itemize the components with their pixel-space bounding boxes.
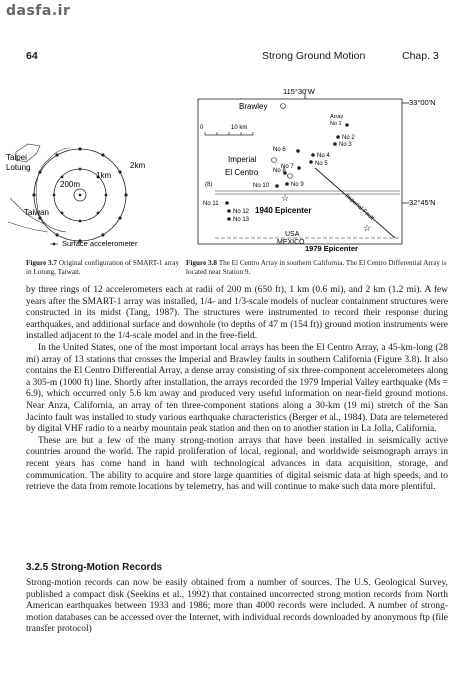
label-fault: Imperial Fault bbox=[343, 193, 375, 222]
accelerometer-points bbox=[32, 147, 127, 242]
label-no1: No 1 bbox=[330, 121, 342, 127]
watermark-logo: dasfa.ir bbox=[6, 3, 71, 19]
body-text-lower bbox=[26, 578, 448, 636]
body-text-upper bbox=[26, 285, 448, 494]
svg-text:No 11: No 11 bbox=[203, 201, 219, 207]
scale-zero: 0 bbox=[200, 125, 204, 131]
section-heading: 3.2.5 Strong-Motion Records bbox=[26, 562, 163, 573]
label-usa: USA bbox=[285, 231, 300, 238]
svg-text:No 9: No 9 bbox=[291, 182, 304, 188]
longitude-label: 115°30'W bbox=[283, 88, 315, 96]
svg-text:No 6: No 6 bbox=[273, 147, 286, 153]
label-lotung: Lotung bbox=[6, 163, 31, 172]
legend-label: Surface accelerometer bbox=[62, 239, 138, 248]
latitude-bottom: 32°45'N bbox=[409, 198, 436, 207]
svg-text:No 2: No 2 bbox=[342, 135, 355, 141]
label-mexico: MEXICO bbox=[277, 239, 305, 246]
label-el-centro: El Centro bbox=[225, 168, 259, 177]
label-brawley: Brawley bbox=[239, 102, 268, 111]
paragraph-1: by three rings of 12 accelerometers each at radii of 200 m (650 ft), 1 km (0.6 mi), and 2 km (1.2 mi). A few years after the SMART-1 array was installed, 1/4- and 1/3-scale models of nuclear containment structures were constructed in its midst (Tang, 1987). The structures were instrumented to record their response during earthquakes, and additional surface and downhole (to depths of 47 m (154 ft)) ground motion instruments were installed adjacent to the 1/4-scale model and in the free-field. bbox=[26, 285, 448, 342]
star-icon: ☆ bbox=[281, 193, 290, 203]
label-1km: 1km bbox=[96, 171, 112, 180]
svg-text:No 8: No 8 bbox=[273, 168, 286, 174]
label-array: Array bbox=[330, 114, 344, 120]
svg-text:No 12: No 12 bbox=[233, 209, 250, 215]
paragraph-2: In the United States, one of the most important local arrays has been the El Centro Array, a 45-km-long (28 mi) array of 13 stations that crosses the Imperial and Brawley faults in southern California (Figure 3.8). It also contains the El Centro Differential Array, a dense array consisting of six three-component accelerometers along a 305-m (1000 ft) line. Shortly after installation, the arrays recorded the 1979 Imperial Valley earthquake (Ms = 6.9), which occurred only 5.6 km away and produced very useful information on near-field ground motions. Near Anza, California, an array of ten three-component stations along a 30-km (19 mi) stretch of the San Jacinto fault was installed to study various earthquake characteristics (Berger et al., 1984). Data are telemetered by digital VHF radio to a nearby mountain peak station and then on to another station in La Jolla, California. bbox=[26, 342, 448, 435]
label-imperial: Imperial bbox=[228, 155, 257, 164]
paragraph-4: Strong-motion records can now be easily obtained from a number of sources. The U.S. Geological Survey, published a compact disk (Seekins et al., 1992) that contained uncorrected strong motion records from North American earthquakes between 1933 and 1986; more than 4000 records were included. A number of strong-motion databases can be accessed over the Internet, with individual records downloaded by anonymous ftp (file transfer protocol) bbox=[26, 578, 448, 635]
label-1979-epicenter: 1979 Epicenter bbox=[305, 244, 358, 253]
latitude-top: 33°00'N bbox=[409, 98, 436, 107]
scale-bar bbox=[205, 132, 253, 135]
svg-text:No 13: No 13 bbox=[233, 217, 250, 223]
svg-text:No 10: No 10 bbox=[253, 183, 270, 189]
label-taiwan: Taiwan bbox=[24, 208, 49, 217]
page-number: 64 bbox=[26, 50, 38, 62]
chapter-label: Chap. 3 bbox=[402, 50, 439, 62]
figure-3-7-caption: Figure 3.7 Original configuration of SMART-1 array in Lotung, Taiwan. bbox=[26, 259, 180, 276]
label-1940-epicenter: 1940 Epicenter bbox=[255, 206, 312, 215]
label-200m: 200m bbox=[60, 180, 81, 189]
paragraph-3: These are but a few of the many strong-motion arrays that have been installed in seismically active countries around the world. The rapid proliferation of local, regional, and worldwide seismograph arrays in recent years has come hand in hand with technological advances in data acquisition, storage, and communication. The ability to acquire and store large quantities of digital seismic data at high speeds, and to retrieve the data from remote locations by telemetry, has and will continue to make such data more plentiful. bbox=[26, 435, 448, 493]
highway-label: (8) bbox=[205, 182, 213, 188]
svg-text:No 5: No 5 bbox=[315, 161, 328, 167]
svg-text:No 4: No 4 bbox=[317, 153, 330, 159]
svg-text:No 7: No 7 bbox=[281, 164, 294, 170]
scale-label: 10 km bbox=[231, 125, 248, 131]
figure-3-8-map bbox=[195, 88, 453, 256]
label-taipei: Taipei bbox=[6, 153, 27, 162]
running-title: Strong Ground Motion bbox=[262, 50, 366, 62]
star-icon: ☆ bbox=[363, 223, 372, 233]
figure-3-7-diagram bbox=[0, 140, 190, 255]
svg-text:No 3: No 3 bbox=[339, 142, 352, 148]
figure-3-8-caption: Figure 3.8 The El Centro Array in southern California. The El Centro Differential Array is located near Station 9. bbox=[186, 259, 447, 276]
label-2km: 2km bbox=[130, 161, 146, 170]
